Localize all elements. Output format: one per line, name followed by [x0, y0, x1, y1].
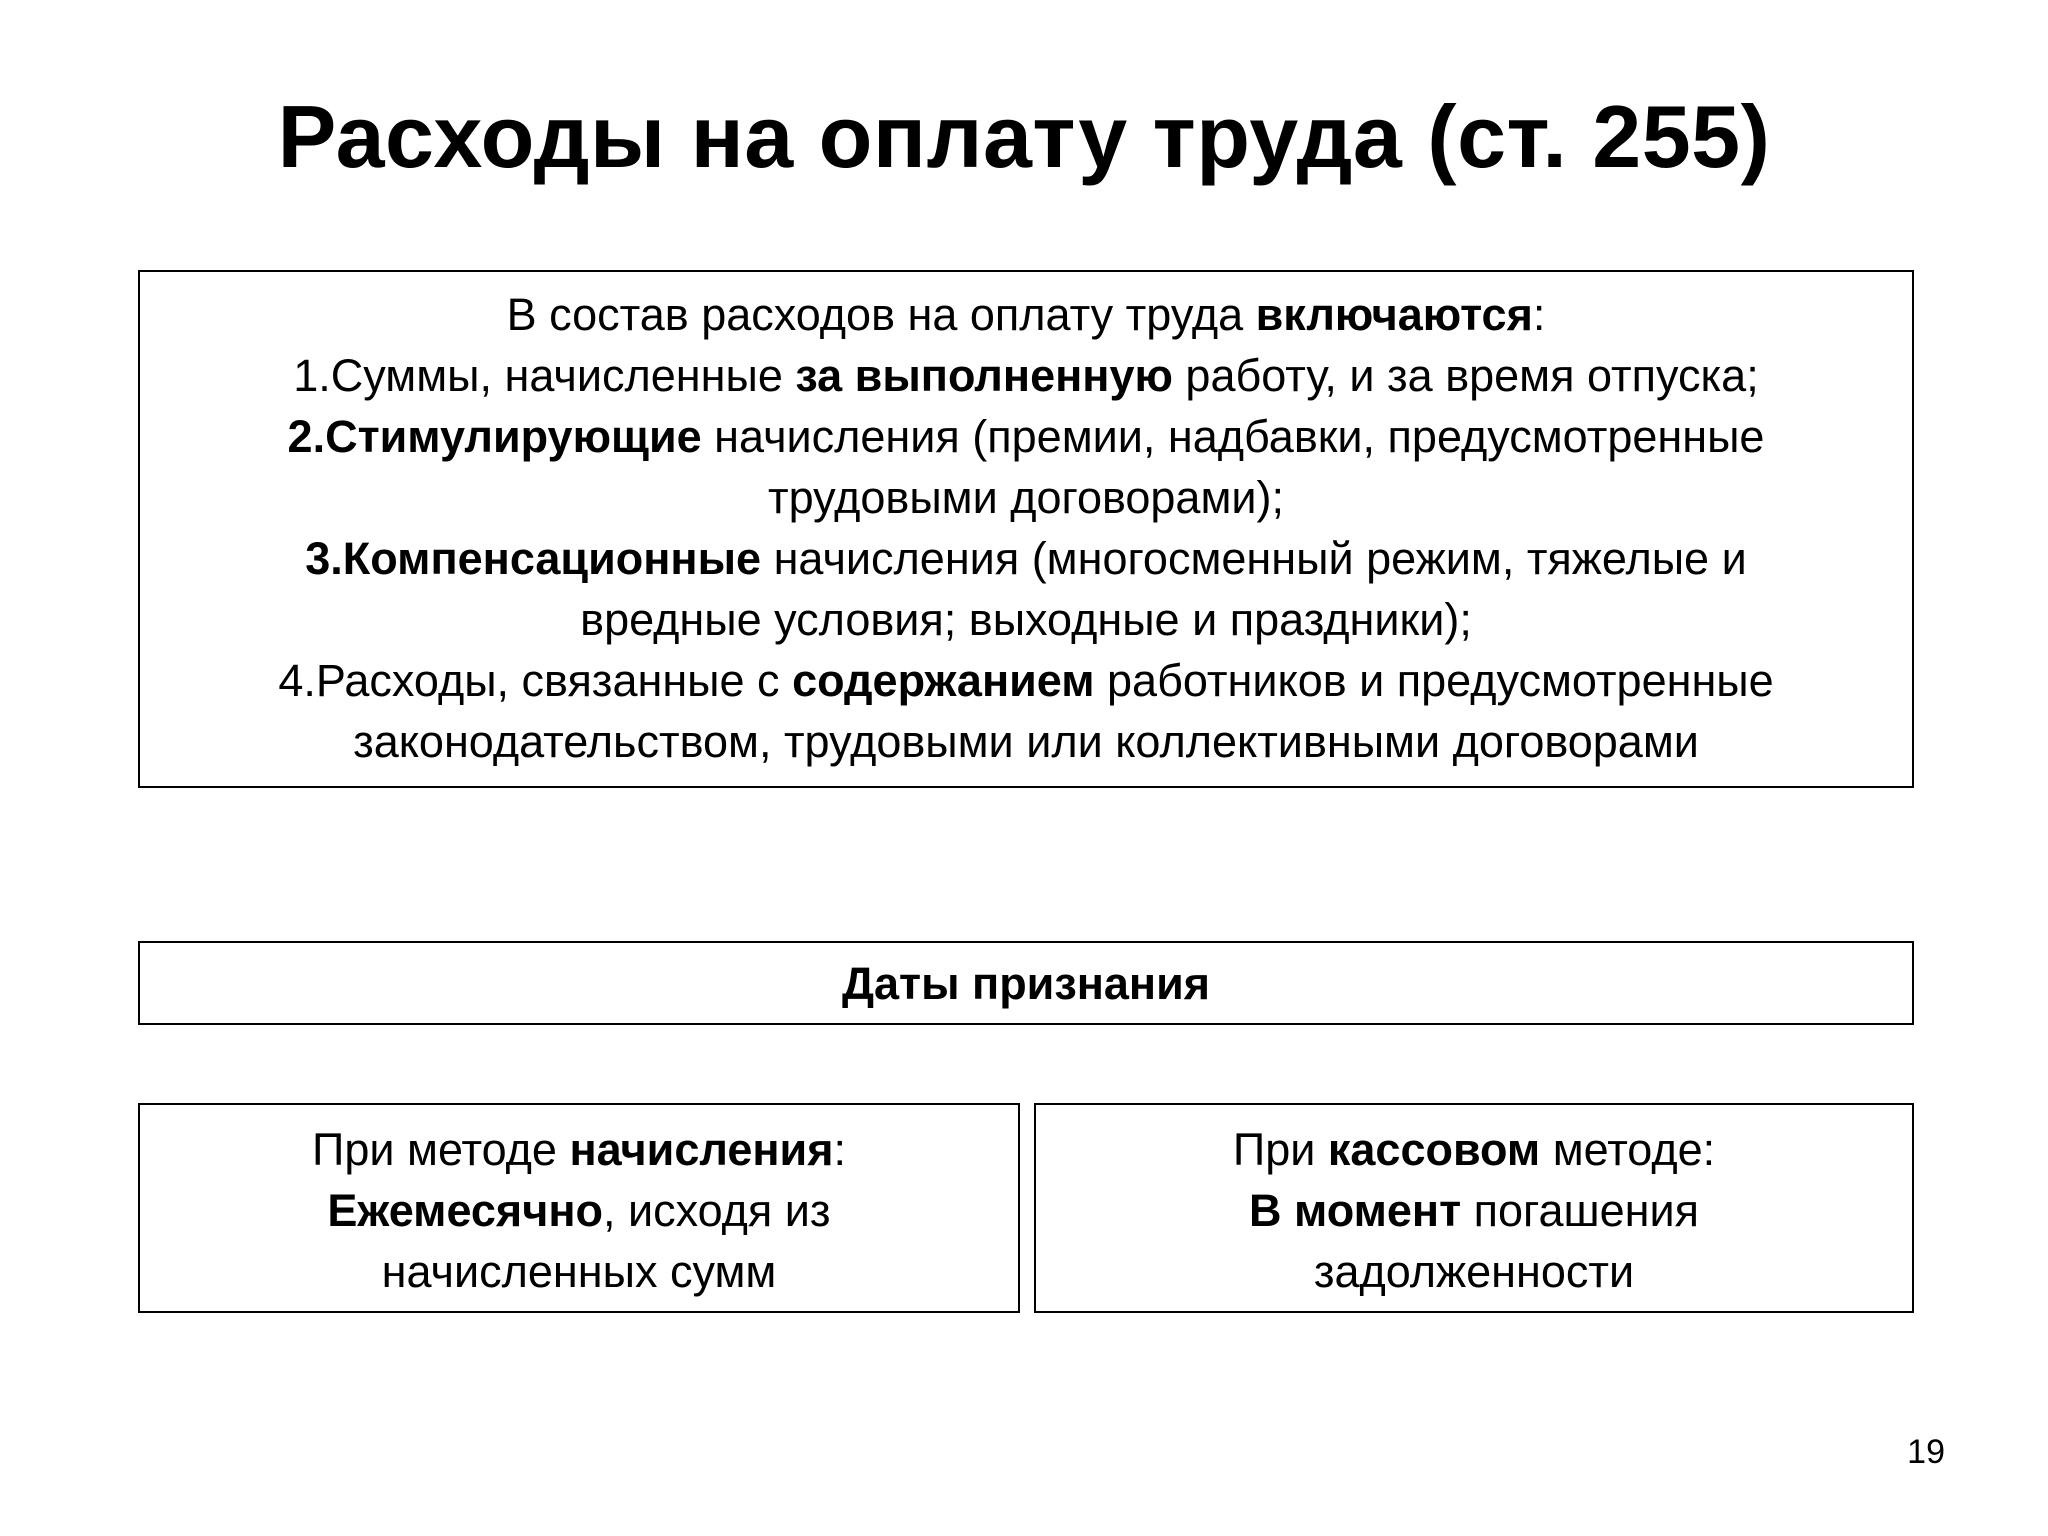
includes-item-3-cont: вредные условия; выходные и праздники);: [580, 594, 1472, 645]
includes-item-4: 4.Расходы, связанные с содержанием работников и предусмотренные: [278, 655, 1774, 706]
includes-item-3: 3.Компенсационные начисления (многосменный режим, тяжелые и: [305, 533, 1747, 584]
cash-line-1: При кассовом методе:: [1232, 1124, 1716, 1175]
included-expenses-box: [138, 270, 1914, 788]
recognition-dates-box: [138, 941, 1914, 1025]
accrual-line-3: начисленных сумм: [381, 1246, 777, 1297]
includes-intro-line: В состав расходов на оплату труда включаются:: [506, 289, 1546, 340]
cash-line-3: задолженности: [1313, 1246, 1635, 1297]
includes-item-2: 2.Стимулирующие начисления (премии, надбавки, предусмотренные: [287, 411, 1765, 462]
includes-item-4-cont: законодательством, трудовыми или коллективными договорами: [353, 716, 1699, 767]
cash-line-2: В момент погашения: [1249, 1185, 1699, 1236]
accrual-line-1: При методе начисления:: [312, 1124, 846, 1175]
accrual-method-box: [138, 1103, 1020, 1313]
page-number: 19: [1907, 1433, 1945, 1471]
accrual-line-2: Ежемесячно, исходя из: [327, 1185, 831, 1236]
includes-item-1: 1.Суммы, начисленные за выполненную работу, и за время отпуска;: [293, 350, 1759, 401]
slide-title: Расходы на оплату труда (ст. 255): [277, 87, 1771, 186]
recognition-dates-label: Даты признания: [841, 957, 1211, 1009]
cash-method-box: [1034, 1103, 1914, 1313]
includes-item-2-cont: трудовыми договорами);: [767, 472, 1285, 523]
